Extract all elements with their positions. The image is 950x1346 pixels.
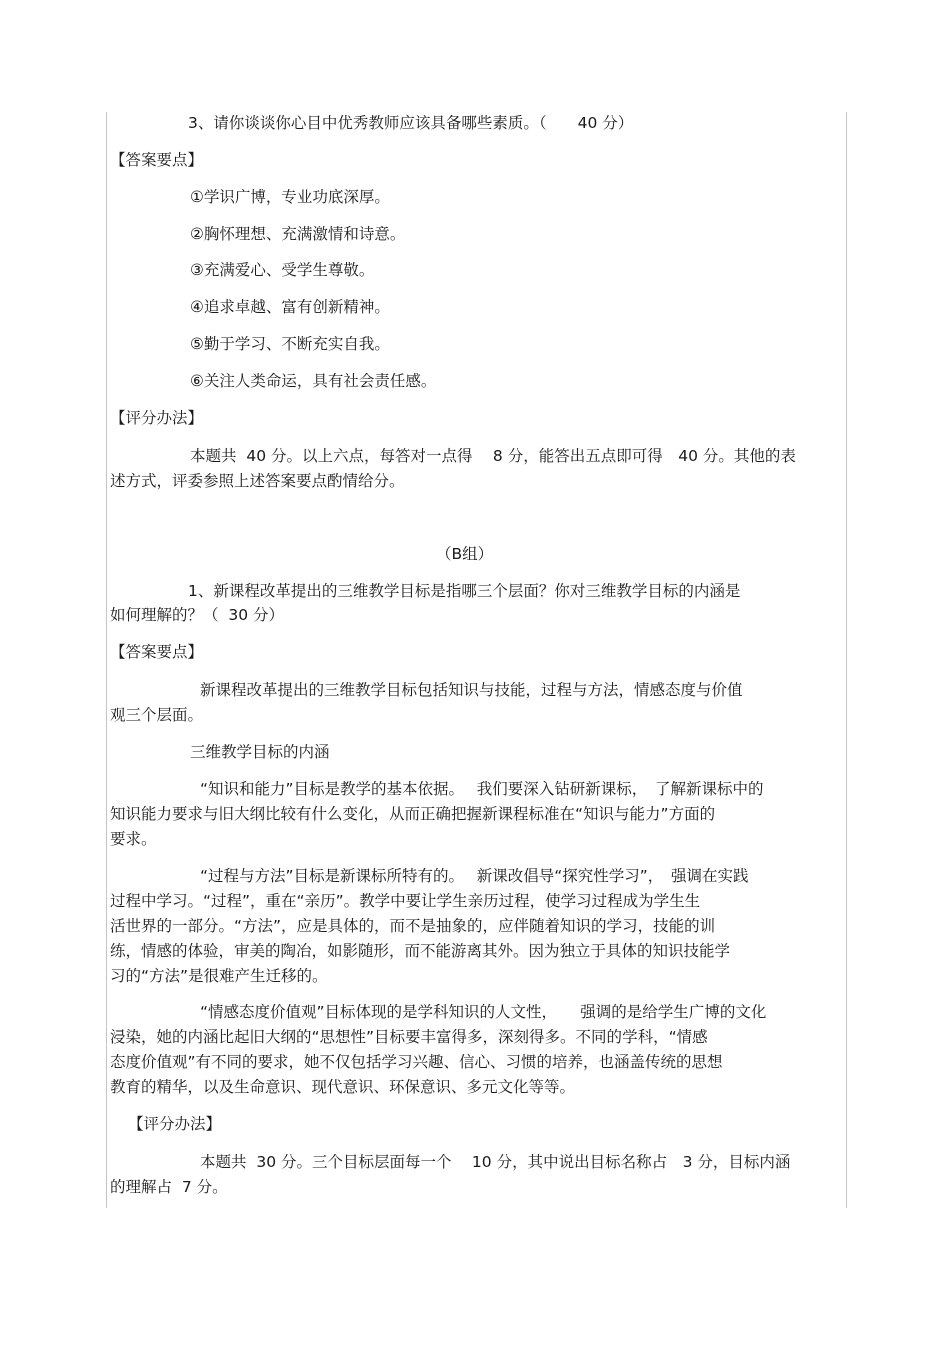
answer-item-1: ①学识广博，专业功底深厚。 (190, 188, 390, 206)
paragraph-emotion-line: 态度价值观”有不同的要求，她不仅包括学习兴趣、信心、习惯的培养，也涵盖传统的思想 (110, 1053, 723, 1071)
answer-heading-b: 【答案要点】 (110, 643, 204, 661)
answer-item-3: ③充满爱心、受学生尊敬。 (190, 261, 375, 279)
scoring-line: 本题共 40 分。以上六点，每答对一点得 8 分，能答出五点即可得 40 分。其他的表 (190, 447, 796, 465)
paragraph-knowledge-line: 知识能力要求与旧大纲比较有什么变化，从而正确把握新课程标准在“知识与能力”方面的 (110, 805, 716, 823)
scoring-line: 述方式，评委参照上述答案要点酌情给分。 (110, 472, 405, 490)
answer-item-2: ②胸怀理想、充满激情和诗意。 (190, 225, 406, 243)
paragraph-process-line: “过程与方法”目标是新课标所特有的。 新课改倡导“探究性学习”， 强调在实践 (200, 867, 749, 885)
paragraph-emotion-line: 浸染，她的内涵比起旧大纲的“思想性”目标要丰富得多，深刻得多。不同的学科，“情感 (110, 1028, 708, 1046)
scoring-line: 的理解占 7 分。 (110, 1178, 228, 1196)
intro-line: 新课程改革提出的三维教学目标包括知识与技能，过程与方法，情感态度与价值 (200, 681, 743, 699)
paragraph-emotion-line: “情感态度价值观”目标体现的是学科知识的人文性， 强调的是给学生广博的文化 (200, 1003, 767, 1021)
scoring-heading-b: 【评分办法】 (128, 1115, 222, 1133)
answer-heading-a: 【答案要点】 (110, 151, 204, 169)
answer-item-5: ⑤勤于学习、不断充实自我。 (190, 335, 390, 353)
paragraph-process-line: 过程中学习。“过程”，重在“亲历”。教学中要让学生亲历过程，使学习过程成为学生生 (110, 892, 701, 910)
paragraph-process-line: 活世界的一部分。“方法”，应是具体的，而不是抽象的，应伴随着知识的学习，技能的训 (110, 917, 716, 935)
paragraph-emotion-line: 教育的精华，以及生命意识、现代意识、环保意识、多元文化等等。 (110, 1078, 576, 1096)
paragraph-process-line: 习的“方法”是很难产生迁移的。 (110, 967, 328, 985)
scoring-heading-a: 【评分办法】 (110, 409, 204, 427)
question-3: 3、请你谈谈你心目中优秀教师应该具备哪些素质。（ 40 分） (188, 114, 634, 132)
paragraph-knowledge-line: “知识和能力”目标是教学的基本依据。 我们要深入钻研新课标， 了解新课标中的 (200, 780, 764, 798)
question-1-line: 1、新课程改革提出的三维教学目标是指哪三个层面？你对三维教学目标的内涵是 (188, 582, 741, 600)
answer-item-4: ④追求卓越、富有创新精神。 (190, 298, 390, 316)
intro-line: 观三个层面。 (110, 706, 204, 724)
right-border-line (846, 112, 847, 1208)
left-border-line (106, 112, 107, 1208)
question-1-line: 如何理解的？（ 30 分） (110, 606, 285, 624)
paragraph-knowledge-line: 要求。 (110, 830, 157, 848)
connotation-heading: 三维教学目标的内涵 (190, 743, 330, 761)
group-title-b: （B组） (436, 545, 494, 563)
scoring-line: 本题共 30 分。三个目标层面每一个 10 分，其中说出目标名称占 3 分，目标内涵 (200, 1153, 791, 1171)
answer-item-6: ⑥关注人类命运，具有社会责任感。 (190, 372, 437, 390)
paragraph-process-line: 练，情感的体验，审美的陶冶，如影随形，而不能游离其外。因为独立于具体的知识技能学 (110, 942, 731, 960)
